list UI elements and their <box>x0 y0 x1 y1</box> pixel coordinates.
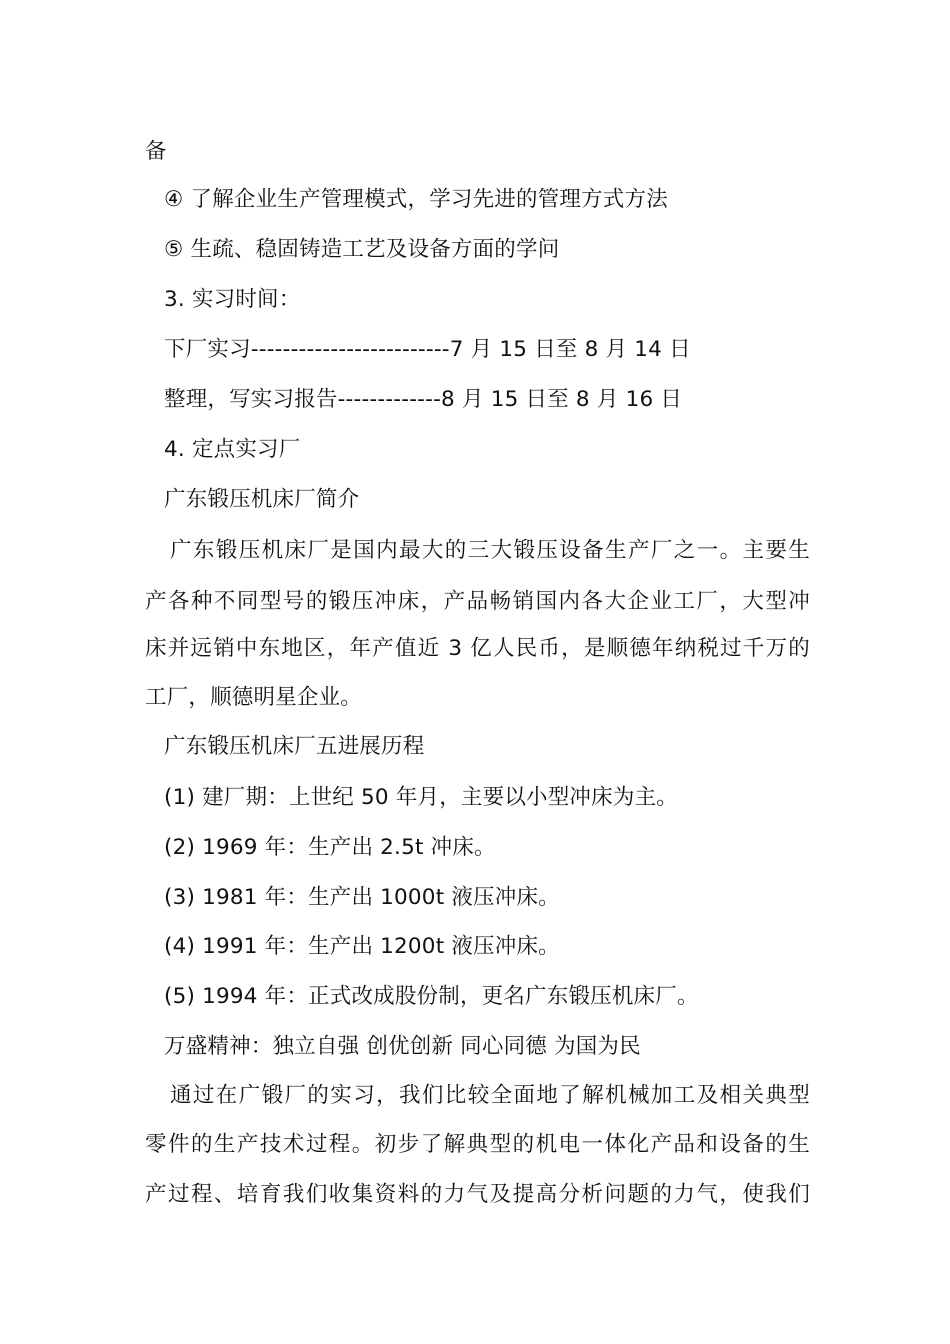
history-item: (3) 1981 年：生产出 1000t 液压冲床。 <box>164 885 560 910</box>
company-spirit: 万盛精神：独立自强 创优创新 同心同德 为国为民 <box>164 1034 641 1059</box>
history-item: (4) 1991 年：生产出 1200t 液压冲床。 <box>164 934 560 959</box>
paragraph-line: 产各种不同型号的锻压冲床，产品畅销国内各大企业工厂，大型冲 <box>145 589 810 614</box>
subheading-history: 广东锻压机床厂五进展历程 <box>164 734 425 759</box>
paragraph-line: 产过程、培育我们收集资料的力气及提高分析问题的力气，使我们 <box>145 1182 810 1207</box>
paragraph-line: 零件的生产技术过程。初步了解典型的机电一体化产品和设备的生 <box>145 1132 810 1157</box>
subheading-factory-intro: 广东锻压机床厂简介 <box>164 487 360 512</box>
paragraph-line: 通过在广锻厂的实习，我们比较全面地了解机械加工及相关典型 <box>170 1083 810 1108</box>
history-item: (5) 1994 年：正式改成股份制，更名广东锻压机床厂。 <box>164 984 699 1009</box>
section-heading-internship-factory: 4. 定点实习厂 <box>164 437 301 462</box>
paragraph-line: 广东锻压机床厂是国内最大的三大锻压设备生产厂之一。主要生 <box>170 538 810 563</box>
objective-item-4: ④ 了解企业生产管理模式，学习先进的管理方式方法 <box>164 187 668 212</box>
text-line: 备 <box>145 139 167 164</box>
schedule-factory-internship: 下厂实习-------------------------7 月 15 日至 8 月 14 日 <box>164 337 691 362</box>
schedule-report-writing: 整理，写实习报告-------------8 月 15 日至 8 月 16 日 <box>164 387 683 412</box>
objective-item-5: ⑤ 生疏、稳固铸造工艺及设备方面的学问 <box>164 237 560 262</box>
paragraph-line: 床并远销中东地区，年产值近 3 亿人民币，是顺德年纳税过千万的 <box>145 636 810 661</box>
paragraph-line: 工厂，顺德明星企业。 <box>145 685 363 710</box>
history-item: (2) 1969 年：生产出 2.5t 冲床。 <box>164 835 496 860</box>
section-heading-internship-time: 3. 实习时间： <box>164 287 301 312</box>
history-item: (1) 建厂期：上世纪 50 年月，主要以小型冲床为主。 <box>164 785 678 810</box>
